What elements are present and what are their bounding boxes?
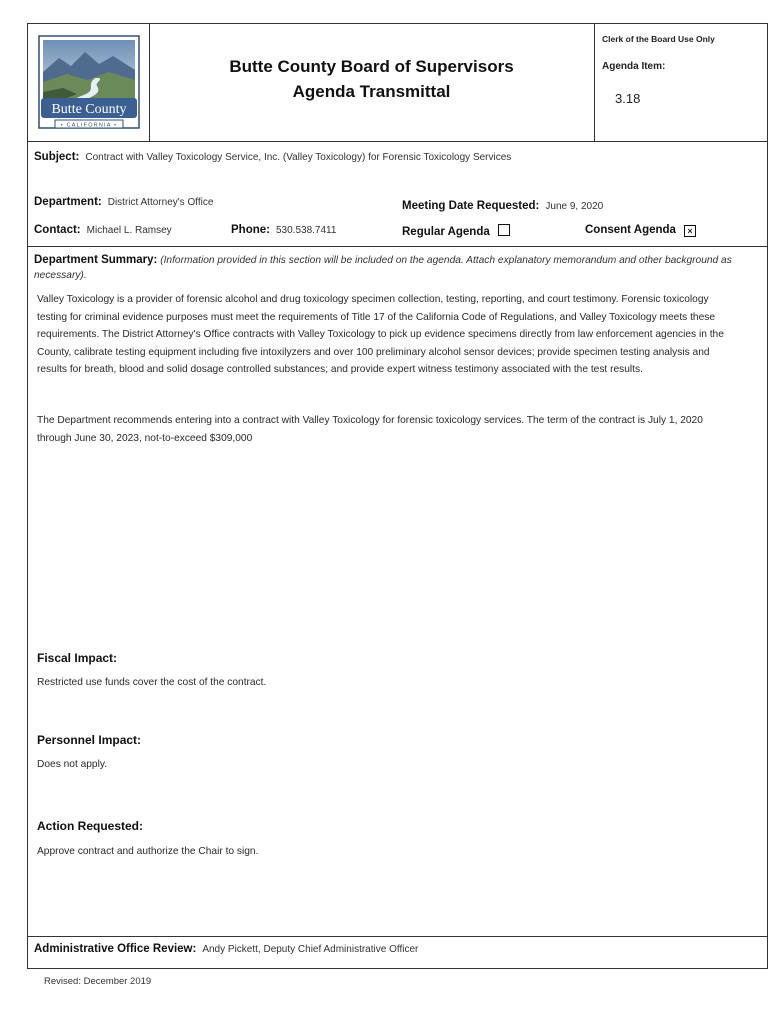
contact-value: Michael L. Ramsey [86,225,172,236]
summary-note: (Information provided in this section will be included on the agenda. Attach explanatory memorandum and other background as necessary). [34,255,732,281]
form-header [28,24,767,142]
agenda-item-label: Agenda Item: [602,61,666,72]
fiscal-impact-label: Fiscal Impact: [37,651,118,665]
summary-paragraph-2: The Department recommends entering into a contract with Valley Toxicology for forensic toxicology services. The term of the contract is July 1, 2020 through June 30, 2023, not-to-exceed $309,000 [37,415,703,444]
summary-paragraph-1: Valley Toxicology is a provider of forensic alcohol and drug toxicology specimen collection, testing, reporting, and court testimony. Forensic toxicology testing for criminal evidence purposes must meet the requirements of Title 17 of the California Code of Regulations, and Valley Toxicology meets these requirements. The District Attorney's Office contracts with Valley Toxicology to pick up evidence specimens directly from law enforcement agencies in the County, calibrate testing equipment including five intoxilyzers and over 100 preliminary alcohol sensor devices; provide specimen testing analysis and results for breath, blood and solid dosage controlled substances; and provide expert witness testimony associated with the test results. [37,294,724,375]
consent-agenda-row [585,224,696,237]
logo-name: Butte County [51,102,127,117]
personnel-impact-value: Does not apply. [37,759,108,770]
phone-label: Phone: [231,224,270,236]
action-requested-value: Approve contract and authorize the Chair to sign. [37,846,259,857]
agenda-transmittal-form [27,23,768,969]
clerk-use-cell [594,24,768,141]
regular-agenda-checkbox[interactable] [498,224,510,236]
review-value: Andy Pickett, Deputy Chief Administrative Officer [202,944,419,955]
subject-value: Contract with Valley Toxicology Service, Inc. (Valley Toxicology) for Forensic Toxicology Services [85,152,512,163]
review-label: Administrative Office Review: [34,943,197,955]
phone-row [231,224,336,236]
clerk-heading: Clerk of the Board Use Only [602,34,715,44]
department-label: Department: [34,196,102,208]
board-title: Butte County Board of Supervisors [229,57,514,76]
logo-cell [28,24,150,141]
butte-county-logo [37,34,141,132]
fiscal-impact-value: Restricted use funds cover the cost of the contract. [37,677,267,688]
regular-agenda-label: Regular Agenda [402,226,490,238]
form-title: Agenda Transmittal [292,82,451,101]
department-row [34,196,213,208]
department-value: District Attorney's Office [107,197,214,208]
consent-agenda-label: Consent Agenda [585,224,676,236]
meeting-date-label: Meeting Date Requested: [402,200,540,212]
meeting-date-value: June 9, 2020 [545,201,604,212]
contact-label: Contact: [34,224,81,236]
action-requested-label: Action Requested: [37,819,144,833]
regular-agenda-row [402,224,510,238]
subject-row [34,151,511,163]
meeting-date-row [402,200,603,212]
subject-label: Subject: [34,151,80,163]
summary-heading [34,253,749,283]
agenda-item-value: 3.18 [615,91,641,106]
title-cell [149,24,594,141]
revised-note: Revised: December 2019 [44,976,152,987]
personnel-impact-label: Personnel Impact: [37,733,142,747]
summary-label: Department Summary: [34,254,158,266]
review-divider [28,936,767,937]
contact-row [34,224,172,236]
consent-agenda-checkbox[interactable]: × [684,225,696,237]
section-divider [28,246,767,247]
review-row [34,943,418,955]
logo-state: • CALIFORNIA • [60,122,118,129]
phone-value: 530.538.7411 [275,225,337,236]
